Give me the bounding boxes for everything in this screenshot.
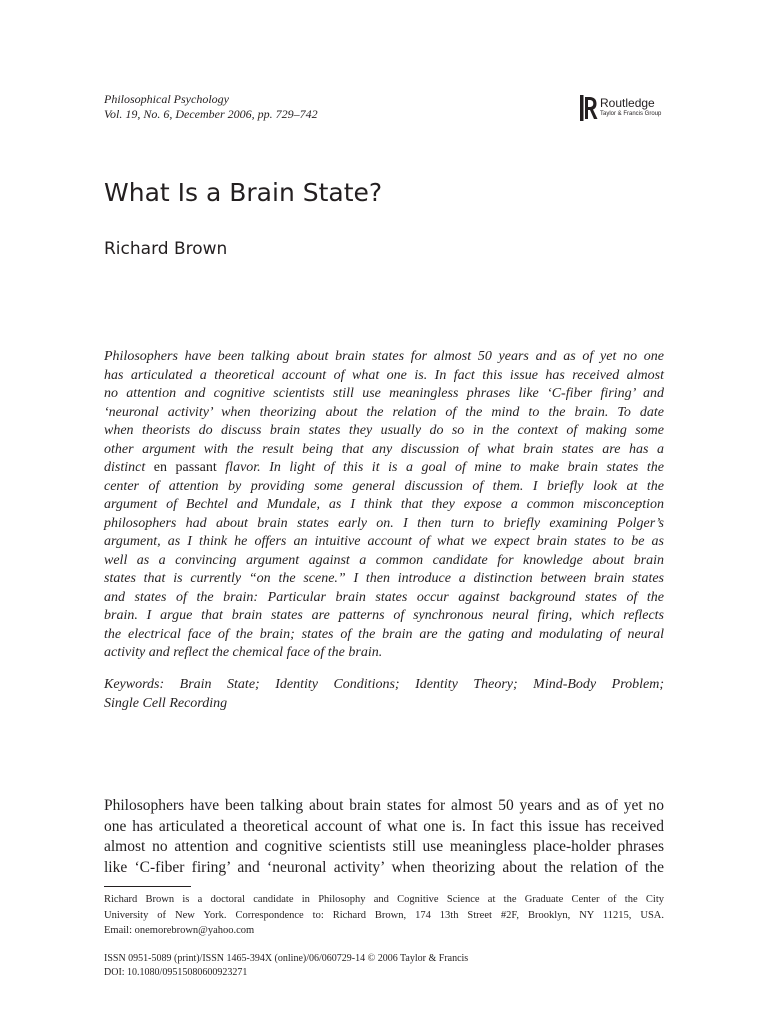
body-line: almost no attention and cognitive scientists still use meaningless place-holder phrases (104, 838, 664, 855)
routledge-logo (580, 95, 670, 121)
abstract-line: argument, as I think he offers an intuitive account of what we expect brain states to be as (104, 534, 664, 549)
abstract (104, 348, 664, 663)
footnote-divider (104, 886, 191, 887)
abstract-line: states that is currently “on the scene.” I then introduce a distinction between brain states (104, 571, 664, 586)
abstract-line: argument of Bechtel and Mundale, as I think that they expose a common misconception (104, 497, 664, 512)
routledge-r-icon (580, 95, 598, 121)
abstract-text: flavor. In light of this it is a goal of mine to make brain states the (225, 460, 665, 475)
footnote-line: Richard Brown is a doctoral candidate in Philosophy and Cognitive Science at the Graduate Center of the City (104, 894, 664, 905)
journal-name: Philosophical Psychology (104, 92, 229, 106)
publisher-group: Taylor & Francis Group (600, 111, 662, 117)
abstract-line: Philosophers have been talking about brain states for almost 50 years and as of yet no one (104, 349, 664, 364)
keywords (104, 676, 664, 713)
abstract-line: and states of the brain: Particular brain states occur against background states of the (104, 589, 664, 605)
body-line: like ‘C-fiber firing’ and ‘neuronal activity’ when theorizing about the relation of the (104, 858, 664, 876)
abstract-line (104, 459, 664, 478)
keywords-line: Keywords: Brain State; Identity Conditions; Identity Theory; Mind-Body Problem; (104, 677, 664, 692)
footnote-email: Email: onemorebrown@yahoo.com (104, 925, 255, 936)
keywords-line: Single Cell Recording (104, 695, 228, 711)
abstract-line: ‘neuronal activity’ when theorizing about the relation of the mind to the brain. To date (104, 404, 664, 420)
journal-issue: Vol. 19, No. 6, December 2006, pp. 729–742 (104, 107, 318, 121)
abstract-line: philosophers had about brain states early on. I then turn to briefly examining Polger’s (104, 515, 664, 531)
author-footnote (104, 892, 664, 939)
journal-citation (104, 92, 318, 122)
abstract-line: center of attention by providing some general discussion of them. I briefly look at the (104, 478, 664, 494)
article-title: What Is a Brain State? (104, 178, 383, 207)
body-line: Philosophers have been talking about brain states for almost 50 years and as of yet no (104, 797, 664, 814)
abstract-line: no attention and cognitive scientists still use meaningless phrases like ‘C-fiber firing’ and (104, 386, 664, 401)
abstract-roman-phrase: en passant (153, 460, 217, 475)
body-paragraph (104, 796, 664, 878)
abstract-line: well as a convincing argument against a common candidate for knowledge about brain (104, 552, 664, 568)
publisher-name: Routledge (600, 96, 655, 110)
abstract-line: brain. I argue that brain states are patterns of synchronous neural firing, which reflects (104, 608, 664, 623)
abstract-line: has articulated a theoretical account of what one is. In fact this issue has received almost (104, 367, 664, 383)
issn-line: ISSN 0951-5089 (print)/ISSN 1465-394X (online)/06/060729-14 © 2006 Taylor & Francis (104, 953, 469, 964)
abstract-line: when theorists do discuss brain states they usually do so in the context of making some (104, 423, 664, 438)
publication-info (104, 952, 468, 979)
article-author: Richard Brown (104, 239, 228, 259)
abstract-line: the electrical face of the brain; states of the brain are the gating and modulating of neural (104, 626, 664, 642)
abstract-line: activity and reflect the chemical face of the brain. (104, 645, 383, 660)
footnote-line: University of New York. Correspondence to: Richard Brown, 174 13th Street #2F, Brooklyn, NY 11215, USA. (104, 909, 664, 921)
body-line: one has articulated a theoretical account of what one is. In fact this issue has received (104, 817, 664, 835)
abstract-line: other argument with the result being that any discussion of what brain states are has a (104, 441, 664, 457)
doi-line: DOI: 10.1080/09515080600923271 (104, 966, 248, 978)
abstract-text: distinct (104, 460, 146, 475)
